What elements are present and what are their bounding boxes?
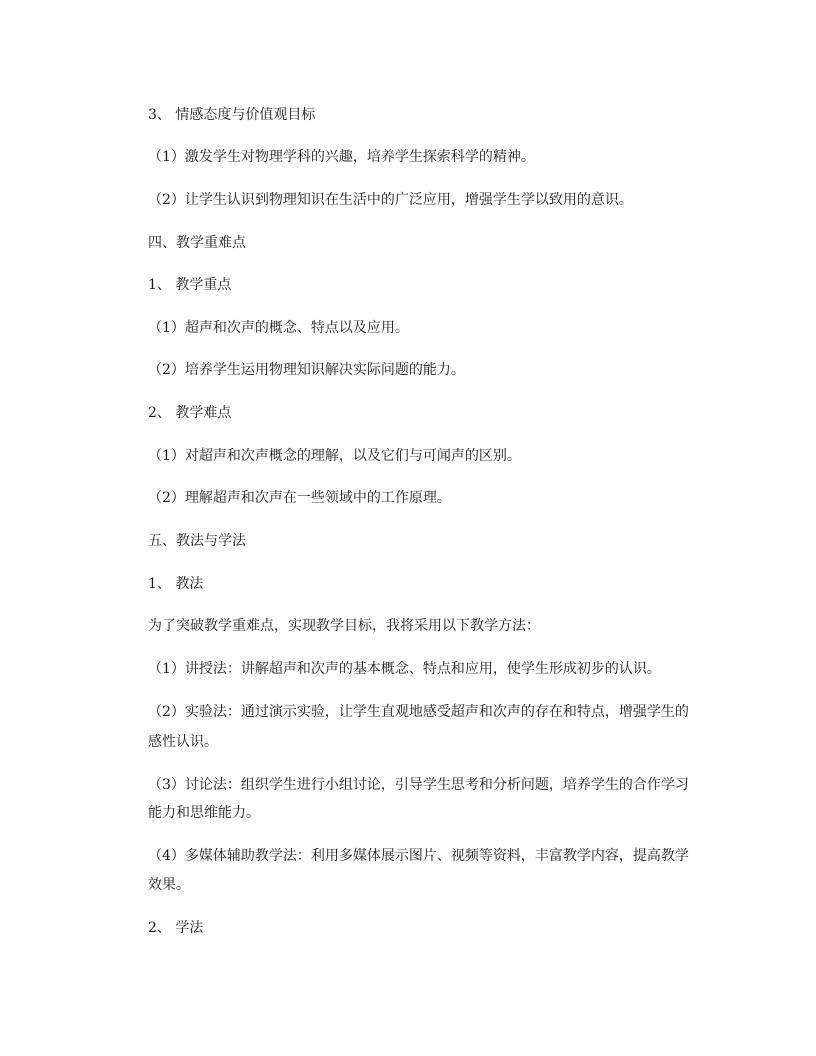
section-heading-methods: 五、教法与学法 [148,533,246,549]
section-heading-emotion-goals: 3、 情感态度与价值观目标 [148,107,316,123]
section-heading-key-difficulties: 四、教学重难点 [148,235,246,251]
list-item-continuation: 效果。 [148,877,190,893]
list-item-continuation: 感性认识。 [148,734,218,750]
list-item: （1）讲授法：讲解超声和次声的基本概念、特点和应用，使学生形成初步的认识。 [148,661,661,677]
list-item: （1）对超声和次声概念的理解，以及它们与可闻声的区别。 [148,448,521,464]
list-item: （2）理解超声和次声在一些领域中的工作原理。 [148,490,451,506]
list-item-first-line: （4）多媒体辅助教学法：利用多媒体展示图片、视频等资料，丰富教学内容，提高教学 [148,848,689,864]
list-item-first-line: （2）实验法：通过演示实验，让学生直观地感受超声和次声的存在和特点，增强学生的 [148,704,689,720]
subsection-heading-learning-methods: 2、 学法 [148,920,204,936]
subsection-heading-teaching-methods: 1、 教法 [148,576,204,592]
subsection-heading-difficulties: 2、 教学难点 [148,405,232,421]
list-item: （2）让学生认识到物理知识在生活中的广泛应用，增强学生学以致用的意识。 [148,192,633,208]
list-item: （1）激发学生对物理学科的兴趣，培养学生探索科学的精神。 [148,149,535,165]
subsection-heading-key-points: 1、 教学重点 [148,277,232,293]
paragraph-intro: 为了突破教学重难点，实现教学目标，我将采用以下教学方法： [148,618,540,634]
list-item-first-line: （3）讨论法：组织学生进行小组讨论，引导学生思考和分析问题，培养学生的合作学习 [148,777,689,793]
list-item-continuation: 能力和思维能力。 [148,805,260,821]
list-item: （2）培养学生运用物理知识解决实际问题的能力。 [148,362,465,378]
list-item: （1）超声和次声的概念、特点以及应用。 [148,320,409,336]
